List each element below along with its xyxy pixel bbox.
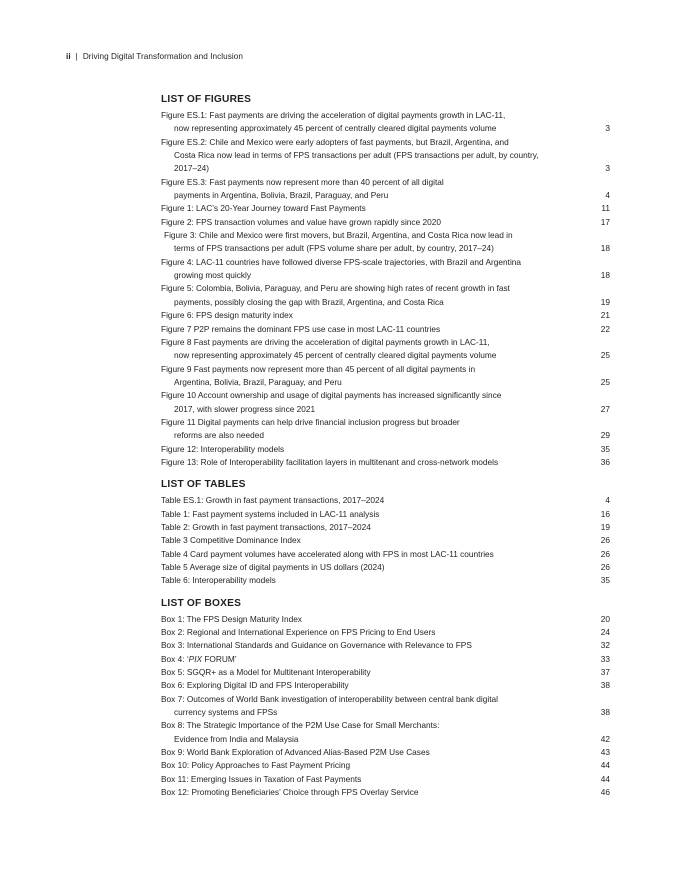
- entry-page-number: 18: [600, 243, 610, 254]
- entry-title: Figure 7 P2P remains the dominant FPS use case in most LAC-11 countries: [161, 323, 441, 334]
- entry-title: Figure 10 Account ownership and usage of digital payments has increased significantly since: [161, 390, 502, 401]
- entry-page-number: 21: [600, 310, 610, 321]
- entry-title: Figure 13: Role of Interoperability facilitation layers in multitenant and cross-network models: [161, 456, 499, 467]
- list-of-tables: [161, 478, 610, 587]
- toc-entry-figure-6[interactable]: [161, 309, 610, 322]
- entry-title: Box 10: Policy Approaches to Fast Payment Pricing: [161, 760, 351, 771]
- toc-entry-figure-9[interactable]: [161, 363, 610, 390]
- entry-page-number: 26: [600, 535, 610, 546]
- entry-page-number: 35: [600, 575, 610, 586]
- entry-title: Box 8: The Strategic Importance of the P2M Use Case for Small Merchants:: [161, 720, 440, 731]
- toc-entry-figure-4[interactable]: [161, 256, 610, 283]
- entry-page-number: 17: [600, 216, 610, 227]
- toc-entry-box-9[interactable]: [161, 746, 610, 759]
- entry-title-continued: 2017–24): [174, 163, 210, 174]
- entry-page-number: 26: [600, 562, 610, 572]
- entry-title-continued: currency systems and FPSs: [174, 707, 278, 718]
- entry-page-number: 20: [600, 613, 610, 624]
- entry-page-number: 4: [605, 190, 610, 201]
- entry-title-suffix: FORUM’: [202, 653, 237, 664]
- entry-page-number: 19: [600, 521, 610, 532]
- entry-page-number: 3: [605, 123, 610, 134]
- section-heading-boxes: LIST OF BOXES: [161, 597, 242, 609]
- toc-entry-box-6[interactable]: [161, 679, 610, 692]
- entry-title-continued: growing most quickly: [174, 270, 252, 281]
- entry-page-number: 29: [600, 430, 610, 441]
- entry-title-continued: payments, possibly closing the gap with Brazil, Argentina, and Costa Rica: [174, 296, 444, 307]
- entry-title: Box 11: Emerging Issues in Taxation of Fast Payments: [161, 773, 362, 784]
- entry-title-italic: PIX: [188, 653, 203, 664]
- toc-entry-figure-es3[interactable]: [161, 176, 610, 203]
- running-title: Driving Digital Transformation and Inclusion: [82, 52, 243, 61]
- entry-page-number: 36: [600, 456, 610, 467]
- entry-title-continued: Costa Rica now lead in terms of FPS transactions per adult (FPS transactions per adult, by country,: [174, 150, 539, 161]
- toc-entry-figure-10[interactable]: [161, 389, 610, 416]
- toc-entry-box-4[interactable]: [161, 653, 610, 666]
- running-header: [66, 52, 243, 61]
- entry-page-number: 35: [600, 443, 610, 454]
- entry-title: Figure ES.1: Fast payments are driving the acceleration of digital payments growth in LAC-11,: [161, 110, 506, 120]
- toc-entry-table-2[interactable]: [161, 521, 610, 534]
- entry-page-number: 32: [600, 640, 610, 651]
- entry-page-number: 26: [600, 548, 610, 559]
- entry-page-number: 46: [600, 787, 610, 798]
- toc-entry-box-10[interactable]: [161, 759, 610, 772]
- entry-title-continued: terms of FPS transactions per adult (FPS volume share per adult, by country, 2017–24): [174, 243, 494, 254]
- entry-page-number: 18: [600, 270, 610, 281]
- entry-page-number: 25: [600, 350, 610, 361]
- toc-entry-figure-7[interactable]: [161, 323, 610, 336]
- entry-title-continued: reforms are also needed: [174, 430, 264, 441]
- section-heading-figures: LIST OF FIGURES: [161, 94, 252, 105]
- toc-entry-box-8[interactable]: [161, 719, 610, 746]
- entry-title: Figure 8 Fast payments are driving the acceleration of digital payments growth in LAC-11,: [161, 336, 490, 347]
- entry-title: Box 5: SGQR+ as a Model for Multitenant Interoperability: [161, 667, 371, 678]
- toc-entry-table-3[interactable]: [161, 534, 610, 547]
- section-heading-tables: LIST OF TABLES: [161, 479, 246, 491]
- entry-title: Table 4 Card payment volumes have accelerated along with FPS in most LAC-11 countries: [161, 548, 494, 559]
- page-number: ii: [66, 52, 71, 61]
- entry-page-number: 16: [600, 508, 610, 519]
- entry-page-number: 43: [600, 747, 610, 758]
- entry-title: Table 1: Fast payment systems included in LAC-11 analysis: [161, 508, 380, 519]
- toc-entry-box-2[interactable]: [161, 626, 610, 639]
- toc-entry-figure-es1[interactable]: [161, 109, 610, 136]
- entry-page-number: 24: [600, 627, 610, 638]
- toc-entry-box-12[interactable]: [161, 786, 610, 799]
- entry-page-number: 22: [600, 323, 610, 334]
- toc-entry-box-5[interactable]: [161, 666, 610, 679]
- entry-title: Box 7: Outcomes of World Bank investigation of interoperability between central bank digital: [161, 693, 498, 704]
- entry-page-number: 19: [600, 296, 610, 307]
- entry-title: Table ES.1: Growth in fast payment transactions, 2017–2024: [161, 495, 385, 506]
- toc-entry-figure-5[interactable]: [161, 282, 610, 309]
- front-matter-lists: [161, 93, 610, 800]
- entry-title: Table 5 Average size of digital payments in US dollars (2024): [161, 562, 385, 572]
- toc-entry-table-4[interactable]: [161, 548, 610, 561]
- toc-entry-figure-1[interactable]: [161, 202, 610, 215]
- entry-page-number: 38: [600, 707, 610, 718]
- toc-entry-figure-12[interactable]: [161, 443, 610, 456]
- entry-title-continued: Argentina, Bolivia, Brazil, Paraguay, and Peru: [174, 376, 342, 387]
- toc-entry-table-1[interactable]: [161, 508, 610, 521]
- entry-title: Box 3: International Standards and Guidance on Governance with Relevance to FPS: [161, 640, 472, 651]
- entry-title: Figure ES.3: Fast payments now represent more than 40 percent of all digital: [161, 176, 444, 187]
- entry-title: Figure 4: LAC-11 countries have followed diverse FPS-scale trajectories, with Brazil and Argentina: [161, 256, 522, 267]
- entry-page-number: 44: [600, 773, 610, 784]
- entry-title: Table 6: Interoperability models: [161, 575, 276, 586]
- toc-entry-table-es1[interactable]: [161, 494, 610, 507]
- entry-title: Box 12: Promoting Beneficiaries’ Choice through FPS Overlay Service: [161, 787, 419, 798]
- list-of-figures: [161, 93, 610, 469]
- entry-title-continued: payments in Argentina, Bolivia, Brazil, Paraguay, and Peru: [174, 190, 389, 201]
- entry-page-number: 33: [600, 653, 610, 664]
- entry-page-number: 44: [600, 760, 610, 771]
- entry-title: Figure 6: FPS design maturity index: [161, 310, 293, 321]
- entry-page-number: 11: [601, 203, 610, 214]
- entry-title-continued: now representing approximately 45 percent of centrally cleared digital payments volume: [174, 123, 497, 134]
- entry-page-number: 38: [600, 680, 610, 691]
- entry-title-continued: now representing approximately 45 percent of centrally cleared digital payments volume: [174, 350, 497, 361]
- entry-title: Table 2: Growth in fast payment transactions, 2017–2024: [161, 521, 371, 532]
- entry-title: Figure 11 Digital payments can help drive financial inclusion progress but broader: [161, 416, 460, 427]
- toc-entry-figure-13[interactable]: [161, 456, 610, 469]
- toc-entry-figure-2[interactable]: [161, 216, 610, 229]
- entry-title: Figure 1: LAC’s 20-Year Journey toward Fast Payments: [161, 203, 366, 214]
- entry-page-number: 25: [600, 376, 610, 387]
- entry-page-number: 3: [605, 163, 610, 174]
- entry-page-number: 42: [600, 733, 610, 744]
- toc-entry-box-11[interactable]: [161, 773, 610, 786]
- toc-entry-figure-8[interactable]: [161, 336, 610, 363]
- toc-entry-box-1[interactable]: [161, 613, 610, 626]
- entry-title: Figure 5: Colombia, Bolivia, Paraguay, and Peru are showing high rates of recent growth in fast: [161, 283, 510, 294]
- entry-title: Figure 9 Fast payments now represent more than 45 percent of all digital payments in: [161, 363, 476, 374]
- toc-entry-box-3[interactable]: [161, 639, 610, 652]
- entry-title: Figure 2: FPS transaction volumes and value have grown rapidly since 2020: [161, 216, 441, 227]
- entry-title: Figure ES.2: Chile and Mexico were early adopters of fast payments, but Brazil, Argentina, and: [161, 136, 509, 147]
- entry-page-number: 37: [600, 667, 610, 678]
- entry-title: Figure 12: Interoperability models: [161, 443, 285, 454]
- entry-page-number: 27: [600, 403, 610, 414]
- toc-entry-figure-11[interactable]: [161, 416, 610, 443]
- entry-title: Box 1: The FPS Design Maturity Index: [161, 613, 302, 624]
- entry-title-continued: Evidence from India and Malaysia: [174, 733, 299, 744]
- entry-title-prefix: Box 4: ‘: [161, 653, 189, 664]
- header-separator: |: [75, 52, 78, 61]
- entry-title-continued: 2017, with slower progress since 2021: [174, 403, 316, 414]
- list-of-boxes: [161, 597, 610, 800]
- entry-page-number: 4: [605, 495, 610, 506]
- toc-entry-figure-es2[interactable]: [161, 136, 610, 176]
- entry-title: Table 3 Competitive Dominance Index: [161, 535, 301, 546]
- toc-entry-table-6[interactable]: [161, 574, 610, 587]
- toc-entry-box-7[interactable]: [161, 693, 610, 720]
- toc-entry-table-5[interactable]: [161, 561, 610, 574]
- entry-title: Box 2: Regional and International Experience on FPS Pricing to End Users: [161, 627, 436, 638]
- toc-entry-figure-3[interactable]: [161, 229, 610, 256]
- entry-title: Figure 3: Chile and Mexico were first movers, but Brazil, Argentina, and Costa Rica now lead in: [164, 230, 513, 241]
- entry-title: Box 9: World Bank Exploration of Advanced Alias-Based P2M Use Cases: [161, 747, 430, 758]
- entry-title: Box 6: Exploring Digital ID and FPS Interoperability: [161, 680, 349, 691]
